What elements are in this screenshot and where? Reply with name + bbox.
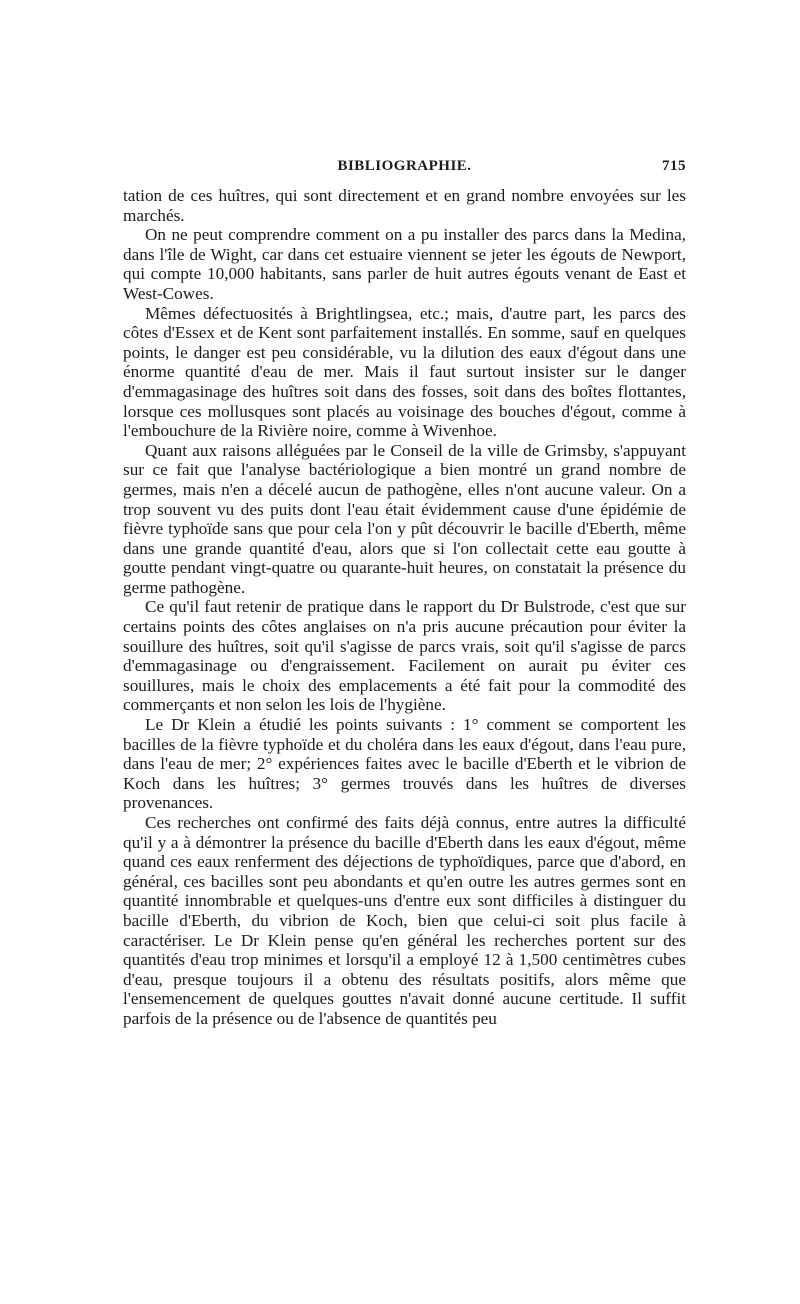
paragraph: Le Dr Klein a étudié les points suivants : 1° comment se comportent les bacilles de la fièvre typhoïde et du choléra dans les eaux d'égout, dans l'eau pure, dans l'eau de mer; 2° expériences faites avec le bacille d'Eberth et le vibrion de Koch dans les huîtres; 3° germes trouvés dans les huîtres de diverses provenances. (123, 715, 686, 813)
paragraph: Mêmes défectuosités à Brightlingsea, etc.; mais, d'autre part, les parcs des côtes d'Essex et de Kent sont parfaitement installés. En somme, sauf en quelques points, le danger est peu considérable, vu la dilution des eaux d'égout dans une énorme quantité d'eau de mer. Mais il faut surtout insister sur le danger d'emmagasinage des huîtres soit dans des fosses, soit dans des boîtes flottantes, lorsque ces mollusques sont placés au voisinage des bouches d'égout, comme à l'embouchure de la Rivière noire, comme à Wivenhoe. (123, 303, 686, 441)
paragraph: tation de ces huîtres, qui sont directement et en grand nombre envoyées sur les marchés. (123, 186, 686, 225)
body-text (123, 186, 686, 1029)
paragraph: Ce qu'il faut retenir de pratique dans le rapport du Dr Bulstrode, c'est que sur certains points des côtes anglaises on n'a pris aucune précaution pour éviter la souillure des huîtres, soit qu'il s'agisse de parcs vrais, soit qu'il s'agisse de parcs d'emmagasinage ou d'engraissement. Facilement on aurait pu éviter ces souillures, mais le choix des emplacements a été fait pour la commodité des commerçants et non selon les lois de l'hygiène. (123, 597, 686, 715)
paragraph: Ces recherches ont confirmé des faits déjà connus, entre autres la difficulté qu'il y a à démontrer la présence du bacille d'Eberth dans les eaux d'égout, même quand ces eaux renferment des déjections de typhoïdiques, parce que d'abord, en général, ces bacilles sont peu abondants et qu'en outre les autres germes sont en quantité innombrable et quelques-uns d'entre eux sont difficiles à distinguer du bacille d'Eberth, du vibrion de Koch, bien que celui-ci soit plus facile à caractériser. Le Dr Klein pense qu'en général les recherches portent sur des quantités d'eau trop minimes et lorsqu'il a employé 12 à 1,500 centimètres cubes d'eau, presque toujours il a obtenu des résultats positifs, alors même que l'ensemencement de quelques gouttes n'avait donné aucune certitude. Il suffit parfois de la présence ou de l'absence de quantités peu (123, 813, 686, 1028)
page-number: 715 (662, 158, 686, 174)
book-page (123, 152, 686, 1029)
running-head (123, 152, 686, 176)
running-title: BIBLIOGRAPHIE. (337, 158, 472, 174)
paragraph: Quant aux raisons alléguées par le Conseil de la ville de Grimsby, s'appuyant sur ce fait que l'analyse bactériologique a bien montré un grand nombre de germes, mais n'en a décelé aucun de pathogène, elles n'ont aucune valeur. On a trop souvent vu des puits dont l'eau était évidemment cause d'une épidémie de fièvre typhoïde sans que pour cela l'on y pût découvrir le bacille d'Eberth, même dans une grande quantité d'eau, alors que si l'on collectait cette eau goutte à goutte pendant vingt-quatre ou quarante-huit heures, on constatait la présence du germe pathogène. (123, 440, 686, 597)
paragraph: On ne peut comprendre comment on a pu installer des parcs dans la Medina, dans l'île de Wight, car dans cet estuaire viennent se jeter les égouts de Newport, qui compte 10,000 habitants, sans parler de huit autres égouts venant de East et West-Cowes. (123, 225, 686, 303)
